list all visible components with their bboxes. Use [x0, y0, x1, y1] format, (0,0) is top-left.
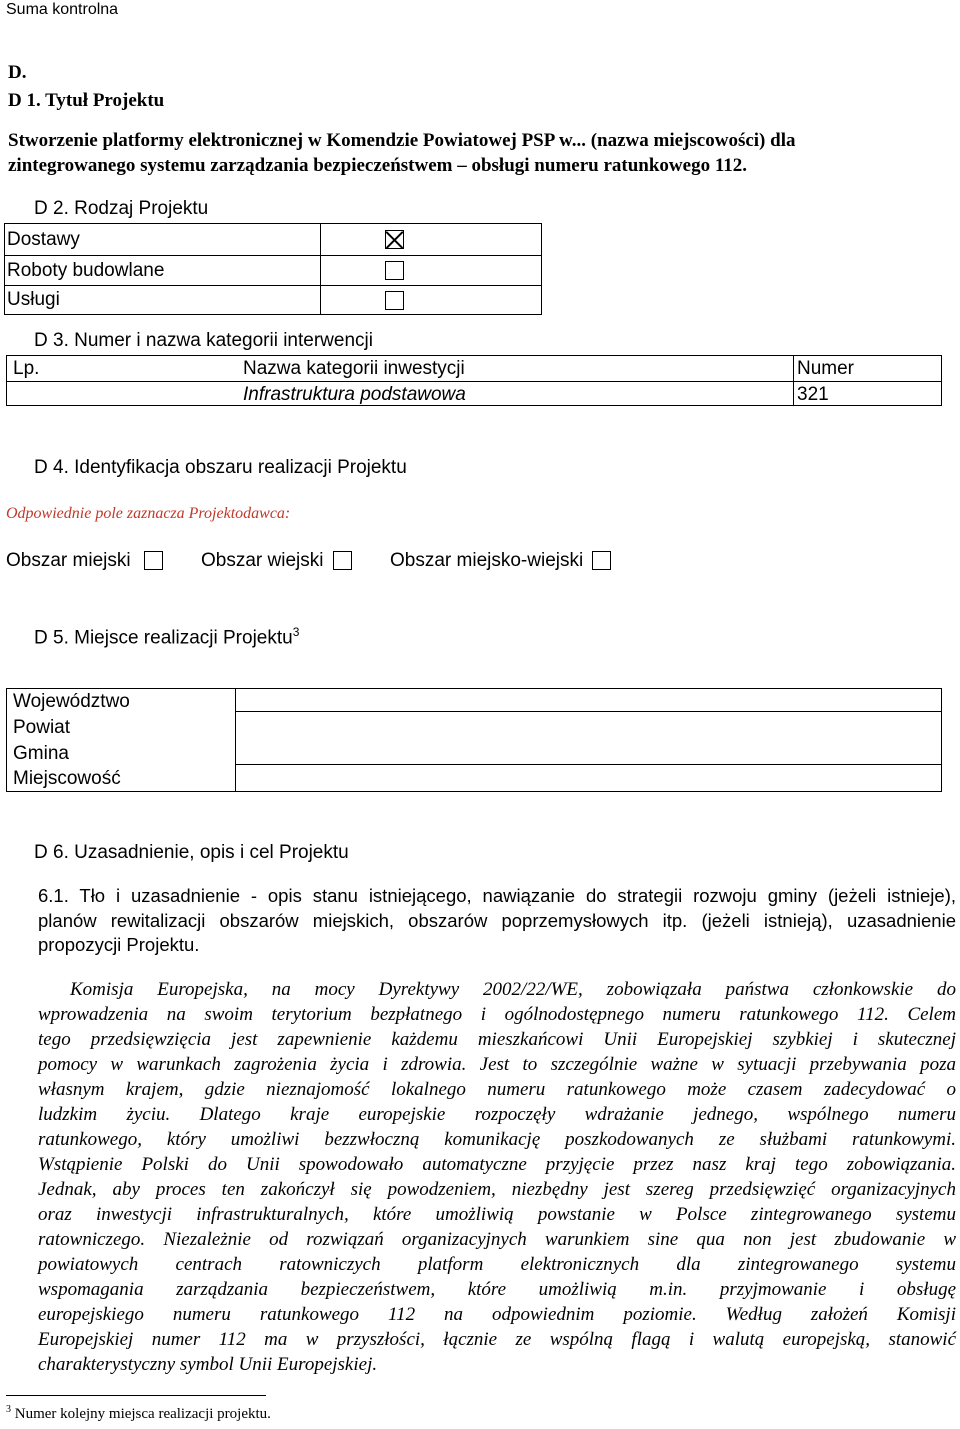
category-table — [6, 355, 942, 406]
field-municipality: Gmina — [13, 743, 69, 764]
d2-heading: D 2. Rodzaj Projektu — [34, 198, 209, 219]
urban-area-checkbox[interactable] — [144, 551, 163, 570]
footnote: $^3$ Numer kolejny miejsca realizacji projektu. — [6, 1404, 271, 1422]
dostawy-checkbox[interactable] — [385, 230, 404, 249]
area-option-urban: Obszar miejski — [6, 550, 163, 572]
field-locality: Miejscowość — [13, 768, 121, 789]
field-county: Powiat — [13, 717, 71, 738]
text-line: charakterystyczny symbol Unii Europejskiej. — [38, 1354, 378, 1375]
text-line: ludzkim życiu. Dlatego kraje europejskie rozpoczęły wdrażanie jednego, wspólnego numeru — [38, 1104, 956, 1125]
d6-body-paragraph — [38, 977, 956, 1377]
section-d-label: D. — [8, 62, 27, 83]
text-line: propozycji Projektu. — [38, 934, 200, 955]
text-line: powiatowych centrach ratowniczych platform elektronicznych dla zintegrowanego systemu — [38, 1254, 956, 1275]
text-line: 6.1. Tło i uzasadnienie - opis stanu istniejącego, nawiązanie do strategii rozwoju gminy (jeżeli istnieje), — [38, 885, 956, 906]
d3-heading: D 3. Numer i nazwa kategorii interwencji — [34, 330, 373, 351]
d4-heading: D 4. Identyfikacja obszaru realizacji Projektu — [34, 457, 407, 478]
project-type-checkbox-cell — [321, 256, 542, 286]
text-line: wprowadzenia na swoim terytorium bezpłatnego i ogólnodostępnego numeru ratunkowego 112. Celem — [38, 1004, 956, 1025]
field-voivodeship: Województwo — [13, 691, 130, 712]
location-table — [6, 688, 942, 792]
area-option-mixed: Obszar miejsko-wiejski — [390, 550, 611, 572]
text-line: wspomagania zarządzania bezpieczeństwem, które umożliwią m.in. przyjmowanie i obsługę — [38, 1279, 956, 1300]
checksum-label: Suma kontrolna — [6, 1, 119, 18]
uslugi-checkbox[interactable] — [385, 291, 404, 310]
d1-title-line1: Stworzenie platformy elektronicznej w Komendzie Powiatowej PSP w... (nazwa miejscowości) dla — [8, 130, 796, 151]
text-line: ratunkowego, który umożliwi bezzwłoczną komunikację poszkodowanych ze służbami ratunkowymi. — [38, 1129, 956, 1150]
project-type-label: Roboty budowlane — [5, 256, 321, 286]
col-category-name: Nazwa kategorii inwestycji — [243, 358, 465, 379]
project-type-checkbox-cell — [321, 224, 542, 256]
text-line: oraz inwestycji infrastrukturalnych, które umożliwią powstanie w Polsce zintegrowanego systemu — [38, 1204, 956, 1225]
d6-heading: D 6. Uzasadnienie, opis i cel Projektu — [34, 842, 349, 863]
rural-area-checkbox[interactable] — [333, 551, 352, 570]
text-line: Jednak, aby proces ten zakończył się powodzeniem, niezbędny jest szereg przedsięwzięć organizacyjnych — [38, 1179, 956, 1200]
text-line: Komisja Europejska, na mocy Dyrektywy 2002/22/WE, zobowiązała państwa członkowskie do — [70, 979, 956, 1000]
d1-heading: D 1. Tytuł Projektu — [8, 90, 165, 111]
roboty-budowlane-checkbox[interactable] — [385, 261, 404, 280]
project-type-label: Dostawy — [5, 224, 321, 256]
footnote-separator — [6, 1395, 266, 1396]
mixed-area-checkbox[interactable] — [592, 551, 611, 570]
d5-heading: D 5. Miejsce realizacji Projektu$^3$ — [34, 625, 300, 649]
text-line: planów rewitalizacji obszarów miejskich, obszarów poprzemysłowych itp. (jeżeli istnieją), uzasadnienie — [38, 909, 956, 931]
text-line: pomocy w warunkach zagrożenia życia i zdrowia. Jest to szczególnie ważne w sytuacji przebywania poza — [38, 1054, 956, 1075]
d1-title-line2: zintegrowanego systemu zarządzania bezpieczeństwem – obsługi numeru ratunkowego 112. — [8, 155, 748, 176]
d6-intro-paragraph — [38, 884, 956, 958]
text-line: Europejskiej numer 112 ma w przyszłości, łącznie ze wspólną flagą i walutą europejską, stanowić — [38, 1329, 956, 1350]
text-line: europejskiego numeru ratunkowego 112 na odpowiednim poziomie. Według założeń Komisji — [38, 1304, 956, 1325]
project-type-table — [4, 223, 542, 315]
text-line: własnym krajem, gdzie nieznajomość lokalnego numeru ratunkowego może czasem zadecydować o — [38, 1079, 956, 1100]
col-number: Numer — [797, 358, 855, 379]
project-type-checkbox-cell — [321, 286, 542, 315]
d4-note: Odpowiednie pole zaznacza Projektodawca: — [6, 505, 291, 522]
category-name-value: Infrastruktura podstawowa — [243, 384, 466, 405]
text-line: ratowniczego. Niezależnie od rozwiązań organizacyjnych warunkiem sine qua non jest zbudowanie w — [38, 1229, 956, 1250]
project-type-label: Usługi — [5, 286, 321, 315]
text-line: Wstąpienie Polski do Unii spowodowało automatyczne przyjęcie przez nasz kraj tego zobowiązania. — [38, 1154, 956, 1175]
area-option-rural: Obszar wiejski — [201, 550, 352, 572]
col-lp: Lp. — [13, 358, 40, 379]
text-line: tego przedsięwzięcia jest zapewnienie każdemu mieszkańcowi Unii Europejskiej szybkiej i skutecznej — [38, 1029, 956, 1050]
category-number-value: 321 — [797, 384, 829, 405]
